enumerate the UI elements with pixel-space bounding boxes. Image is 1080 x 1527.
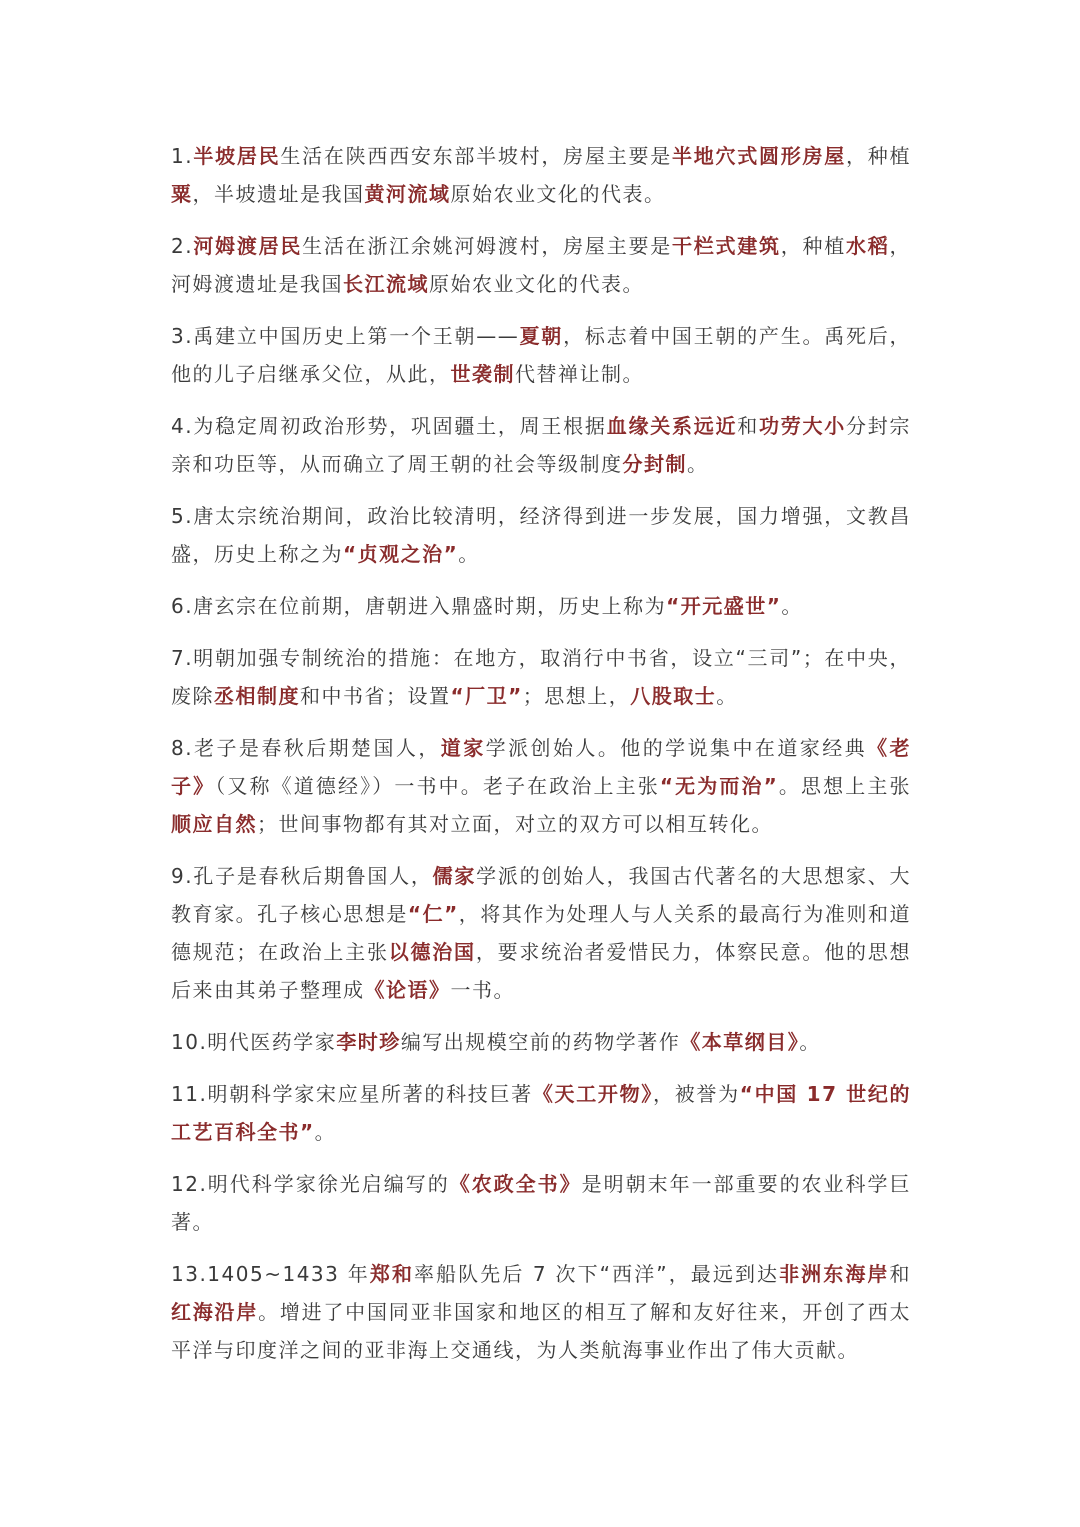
highlighted-term: 血缘关系远近 (606, 414, 738, 438)
highlighted-term: 功劳大小 (758, 414, 847, 438)
text-segment: 2. (171, 234, 194, 258)
text-segment: 生活在陕西西安东部半坡村，房屋主要是 (280, 144, 672, 168)
text-segment: 和 (889, 1262, 911, 1286)
text-segment: 分封宗亲和功臣等，从而确立了周王朝的社会等级制度 (171, 414, 912, 476)
highlighted-term: 黄河流域 (364, 182, 451, 206)
text-segment: 6.唐玄宗在位前期，唐朝进入鼎盛时期，历史上称为 (171, 594, 667, 618)
highlighted-term: “开元盛世” (666, 594, 782, 618)
text-segment: ，将其作为处理人与人关系的最高行为准则和道德规范；在政治上主张 (171, 902, 912, 964)
highlighted-term: 《论语》 (364, 978, 451, 1002)
highlighted-term: 《天工开物》 (532, 1082, 654, 1106)
text-segment: 13.1405~1433 年 (171, 1262, 370, 1286)
text-segment: 原始农业文化的代表。 (429, 272, 644, 296)
text-segment: 。 (314, 1120, 337, 1144)
knowledge-point-10 (171, 1023, 911, 1061)
text-segment: ，河姆渡遗址是我国 (171, 234, 912, 296)
highlighted-term: 分封制 (622, 452, 687, 476)
highlighted-term: 以德治国 (388, 940, 476, 964)
highlighted-term: 半坡居民 (193, 144, 281, 168)
text-segment: 。思想上主张 (778, 774, 912, 798)
highlighted-term: “贞观之治” (343, 542, 459, 566)
knowledge-point-5 (171, 497, 911, 573)
text-segment: 编写出规模空前的药物学著作 (400, 1030, 681, 1054)
knowledge-point-8 (171, 729, 911, 843)
highlighted-term: 水稻 (846, 234, 890, 258)
text-segment: 生活在浙江余姚河姆渡村，房屋主要是 (302, 234, 672, 258)
highlighted-term: 儒家 (432, 864, 477, 888)
highlighted-term: 道家 (440, 736, 486, 760)
knowledge-point-13 (171, 1255, 911, 1369)
text-segment: ，标志着中国王朝的产生。禹死后，他的儿子启继承父位，从此， (171, 324, 912, 386)
text-segment: 8.老子是春秋后期楚国人， (171, 736, 441, 760)
text-segment: 和中书省；设置 (300, 684, 451, 708)
text-segment: 学派的创始人，我国古代著名的大思想家、大教育家。孔子核心思想是 (171, 864, 911, 926)
text-segment: 。 (781, 594, 803, 618)
highlighted-term: 半地穴式圆形房屋 (671, 144, 847, 168)
text-segment: 代替禅让制。 (515, 362, 644, 386)
text-segment: 。 (799, 1030, 821, 1054)
highlighted-term: 河姆渡居民 (193, 234, 303, 258)
highlighted-term: 八股取士 (630, 684, 717, 708)
text-segment: ，种植 (846, 144, 912, 168)
knowledge-point-2 (171, 227, 911, 303)
highlighted-term: 红海沿岸 (171, 1300, 259, 1324)
highlighted-term: “中国 17 世纪的工艺百科全书” (171, 1082, 912, 1144)
text-segment: 。 (458, 542, 480, 566)
highlighted-term: “仁” (407, 902, 459, 926)
highlighted-term: 丞相制度 (214, 684, 300, 708)
knowledge-point-1 (171, 137, 911, 213)
highlighted-term: 非洲东海岸 (779, 1262, 890, 1286)
text-segment: ，半坡遗址是我国 (192, 182, 365, 206)
text-segment: 。 (716, 684, 738, 708)
highlighted-term: “厂卫” (450, 684, 523, 708)
knowledge-point-6 (171, 587, 911, 625)
knowledge-point-4 (171, 407, 911, 483)
text-segment: ；世间事物都有其对立面，对立的双方可以相互转化。 (257, 812, 773, 836)
highlighted-term: 《本草纲目》 (680, 1030, 800, 1054)
knowledge-point-9 (171, 857, 911, 1009)
text-segment: 是明朝末年一部重要的农业科学巨著。 (171, 1172, 912, 1234)
text-segment: 11.明朝科学家宋应星所著的科技巨著 (171, 1082, 533, 1106)
text-segment: 10.明代医药学家 (171, 1030, 337, 1054)
text-segment: 9.孔子是春秋后期鲁国人， (171, 864, 433, 888)
highlighted-term: 粟 (171, 182, 193, 206)
text-segment: 。 (687, 452, 709, 476)
highlighted-term: “无为而治” (659, 774, 779, 798)
highlighted-term: 长江流域 (343, 272, 429, 296)
text-segment: 3.禹建立中国历史上第一个王朝—— (171, 324, 520, 348)
highlighted-term: 夏朝 (519, 324, 564, 348)
knowledge-point-3 (171, 317, 911, 393)
highlighted-term: 《农政全书》 (449, 1172, 582, 1196)
text-segment: 4.为稳定周初政治形势，巩固疆土，周王根据 (171, 414, 607, 438)
text-segment: 学派创始人。他的学说集中在道家经典 (485, 736, 868, 760)
knowledge-point-12 (171, 1165, 911, 1241)
text-segment: 7.明朝加强专制统治的措施：在地方，取消行中书省，设立“三司”；在中央，废除 (171, 646, 911, 708)
highlighted-term: 郑和 (369, 1262, 415, 1286)
highlighted-term: 顺应自然 (171, 812, 257, 836)
text-segment: 5.唐太宗统治期间，政治比较清明，经济得到进一步发展，国力增强，文教昌盛，历史上称之为 (171, 504, 911, 566)
text-segment: 1. (171, 144, 194, 168)
text-segment: 和 (737, 414, 759, 438)
knowledge-point-7 (171, 639, 911, 715)
text-segment: 12.明代科学家徐光启编写的 (171, 1172, 450, 1196)
text-segment: 率船队先后 7 次下“西洋”，最远到达 (414, 1262, 780, 1286)
highlighted-term: 干栏式建筑 (671, 234, 781, 258)
text-segment: （又称《道德经》）一书中。老子在政治上主张 (215, 774, 660, 798)
highlighted-term: 李时珍 (336, 1030, 401, 1054)
knowledge-point-11 (171, 1075, 911, 1151)
text-segment: ，要求统治者爱惜民力，体察民意。他的思想后来由其弟子整理成 (171, 940, 912, 1002)
text-segment: 。增进了中国同亚非国家和地区的相互了解和友好往来，开创了西太平洋与印度洋之间的亚非海上交通线，为人类航海事业作出了伟大贡献。 (171, 1300, 912, 1362)
highlighted-term: 《老子》 (171, 736, 911, 798)
highlighted-term: 世袭制 (450, 362, 515, 386)
text-segment: 一书。 (450, 978, 515, 1002)
text-segment: ，种植 (780, 234, 847, 258)
text-segment: 原始农业文化的代表。 (450, 182, 666, 206)
document-body (171, 137, 911, 1383)
text-segment: ，被誉为 (653, 1082, 740, 1106)
text-segment: ；思想上， (522, 684, 631, 708)
